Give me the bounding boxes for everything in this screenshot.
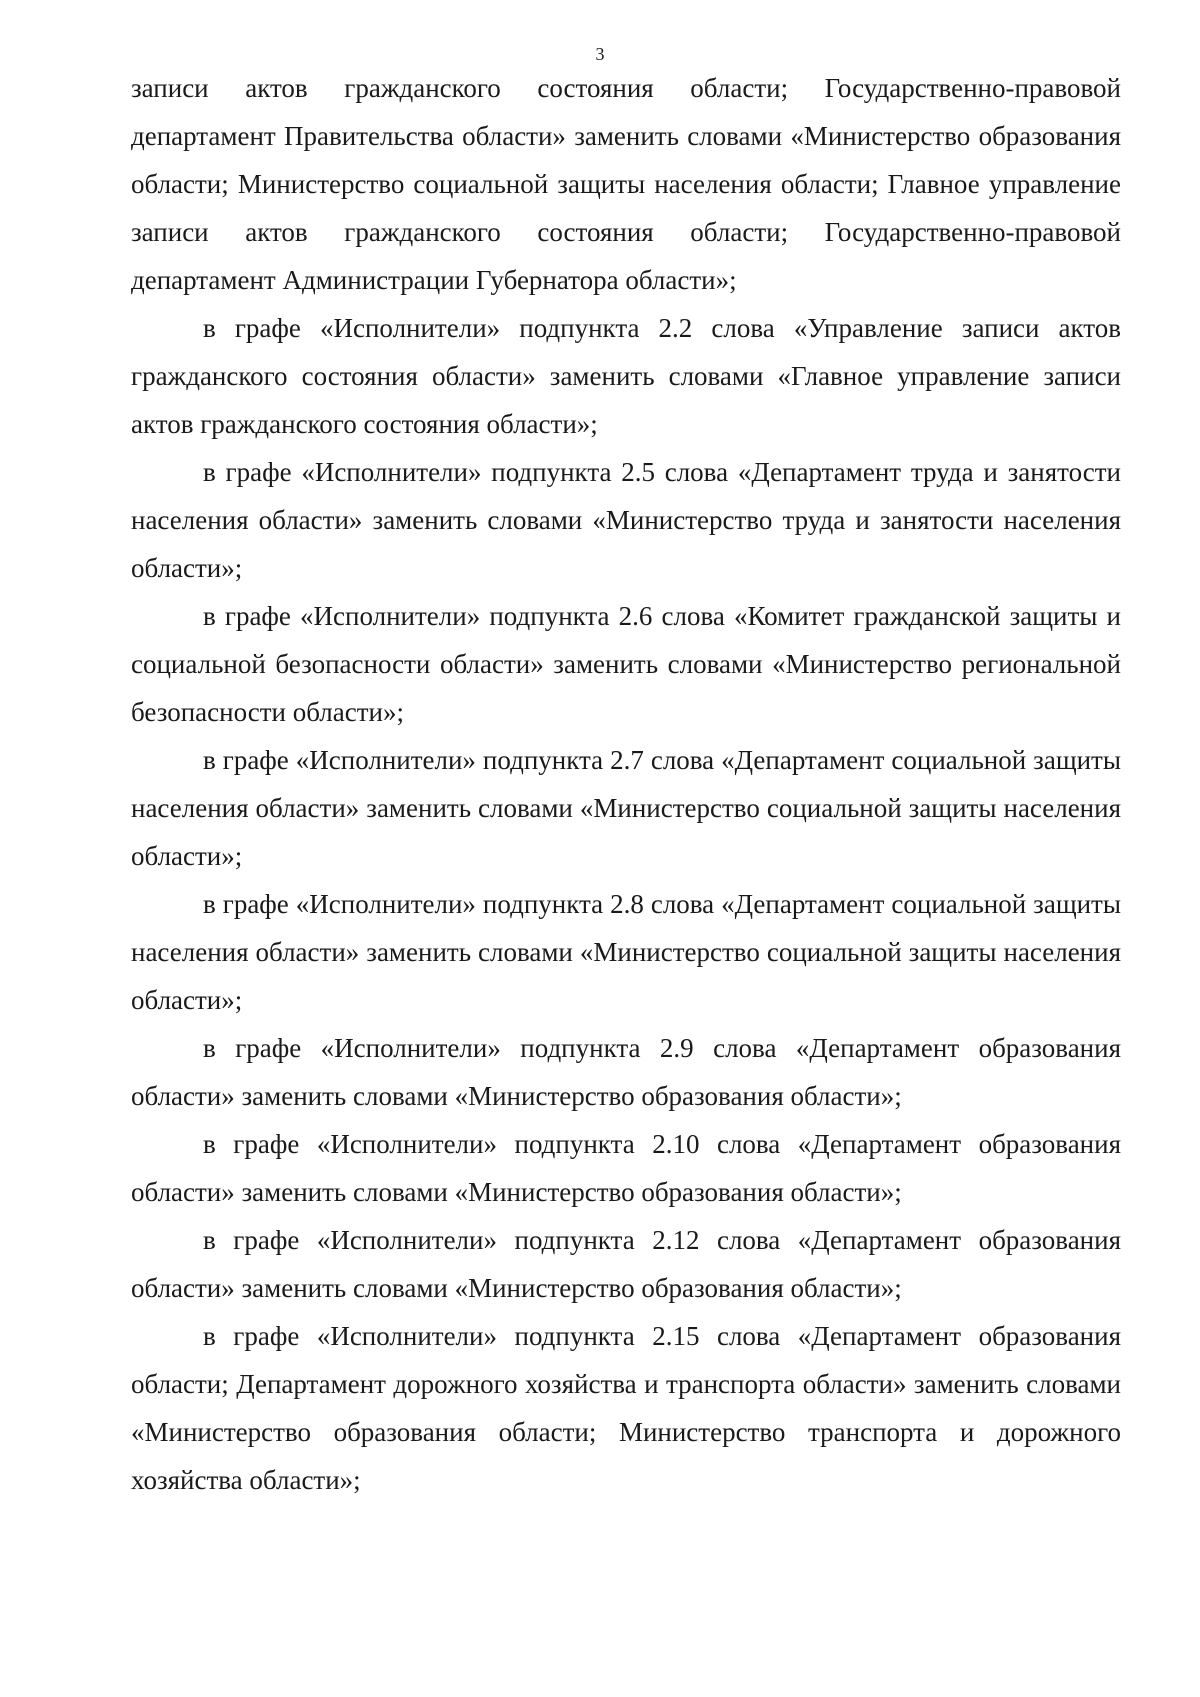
page-number: 3 (595, 44, 605, 64)
paragraph: в графе «Исполнители» подпункта 2.8 слова «Департамент социальной защиты населения области» заменить словами «Министерство социальной защиты населения области»; (131, 889, 1121, 1015)
paragraph: в графе «Исполнители» подпункта 2.9 слова «Департамент образования области» заменить словами «Министерство образования области»; (131, 1033, 1121, 1111)
document-body (131, 64, 1121, 1504)
paragraph: в графе «Исполнители» подпункта 2.12 слова «Департамент образования области» заменить словами «Министерство образования области»; (131, 1225, 1121, 1303)
paragraph: в графе «Исполнители» подпункта 2.5 слова «Департамент труда и занятости населения области» заменить словами «Министерство труда и занятости населения области»; (131, 457, 1121, 583)
paragraph: в графе «Исполнители» подпункта 2.2 слова «Управление записи актов гражданского состояния области» заменить словами «Главное управление записи актов гражданского состояния области»; (131, 313, 1121, 439)
paragraph: записи актов гражданского состояния области; Государственно-правовой департамент Правительства области» заменить словами «Министерство образования области; Министерство социальной защиты населения области; Главное управление записи актов гражданского состояния области; Государственно-правовой департамент Администрации Губернатора области»; (131, 73, 1121, 295)
paragraph: в графе «Исполнители» подпункта 2.15 слова «Департамент образования области; Департамент дорожного хозяйства и транспорта области» заменить словами «Министерство образования области; Министерство транспорта и дорожного хозяйства области»; (131, 1321, 1121, 1495)
paragraph: в графе «Исполнители» подпункта 2.6 слова «Комитет гражданской защиты и социальной безопасности области» заменить словами «Министерство региональной безопасности области»; (131, 601, 1121, 727)
paragraph: в графе «Исполнители» подпункта 2.7 слова «Департамент социальной защиты населения области» заменить словами «Министерство социальной защиты населения области»; (131, 745, 1121, 871)
paragraph: в графе «Исполнители» подпункта 2.10 слова «Департамент образования области» заменить словами «Министерство образования области»; (131, 1129, 1121, 1207)
